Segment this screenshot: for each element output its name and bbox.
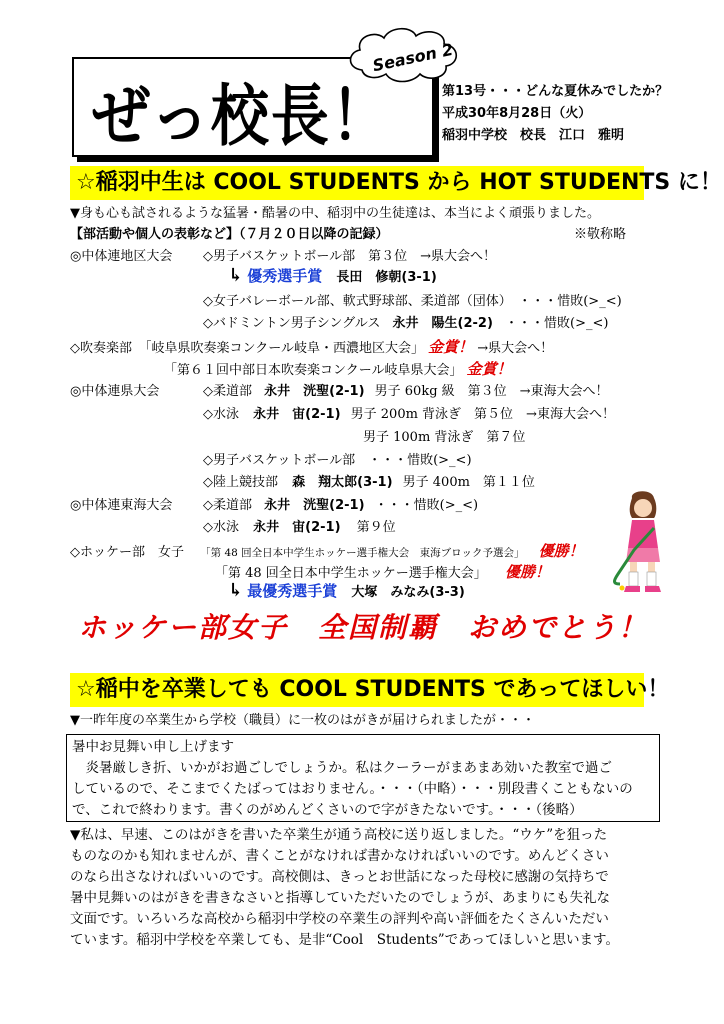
student-name: 永井 洸聖(2-1) [264, 384, 365, 399]
record-line-8 [203, 406, 615, 424]
record-text: ◇水泳 [203, 407, 239, 422]
record-line-9: 男子 100m 背泳ぎ 第７位 [363, 430, 526, 445]
record-text: 「第６１回中部日本吹奏楽コンクール岐阜県大会」 [164, 363, 463, 378]
body-line: のなら出さなければいいのです。高校側は、きっとお世話になった母校に感謝の気持ちで [70, 869, 609, 885]
hockey-player-icon [610, 488, 674, 600]
award-label: 金賞！ [428, 338, 474, 356]
record-line-3: ◇女子バレーボール部、軟式野球部、柔道部（団体） ・・・惜敗(>_<) [203, 294, 622, 309]
record-text: ◇吹奏楽部 「岐阜県吹奏楽コンクール岐阜・西濃地区大会」 [70, 341, 424, 356]
record-line-12 [70, 497, 172, 515]
record-text: ◇水泳 [203, 520, 239, 535]
postcard-line: 暑中お見舞い申し上げます [72, 739, 234, 755]
student-name: 永井 宙(2-1) [253, 520, 341, 535]
record-event: ◎中体連東海大会 [70, 498, 173, 513]
record-line-6 [164, 360, 512, 380]
records-heading [70, 226, 389, 244]
record-result: ・・・惜敗(>_<) [505, 316, 609, 331]
record-result: ・・・惜敗(>_<) [374, 498, 479, 513]
record-event: ◎中体連地区大会 [70, 249, 173, 264]
author-line: 稲羽中学校 校長 江口 雅明 [442, 128, 625, 143]
section2-intro: ▼一昨年度の卒業生から学校（職員）に一枚のはがきが届けられましたが・・・ [70, 713, 535, 728]
body-line: ています。稲羽中学校を卒業しても、是非“Cool Students”であってほしいと思います。 [70, 932, 619, 948]
record-line-16 [228, 582, 465, 602]
record-result: →県大会へ！ [477, 341, 554, 356]
record-line-7 [70, 383, 159, 401]
record-line-2 [228, 267, 437, 287]
record-result: 男子 200m 背泳ぎ 第５位 →東海大会へ！ [350, 407, 615, 422]
body-line: ▼私は、早速、このはがきを書いた卒業生が通う高校に送り返しました。“ウケ”を狙った [70, 827, 608, 843]
records-heading-text: 【部活動や個人の表彰など】（７月２０日以降の記録） [70, 227, 389, 242]
postcard-line: 炎暑厳しき折、いかがお過ごしでしょうか。私はクーラーがまあまあ効いた教室で過ご [72, 760, 612, 776]
honorific-note: ※敬称略 [574, 227, 627, 242]
record-line-12-detail [203, 497, 478, 515]
section1-banner: ☆稲羽中生は COOL STUDENTS から HOT STUDENTS に！ [70, 166, 644, 200]
student-name: 大塚 みなみ(3-3) [351, 585, 465, 600]
student-name: 永井 陽生(2-2) [392, 316, 493, 331]
record-line-11 [203, 474, 535, 492]
record-line-1 [70, 248, 172, 266]
record-line-14 [70, 542, 584, 562]
body-line: ものなのかも知れませんが、書くことがなければ書かなければいいのです。めんどくさい [70, 848, 609, 864]
record-text: ◇バドミントン男子シングルス [203, 316, 381, 331]
record-event: ◎中体連県大会 [70, 384, 160, 399]
body-line: 暑中見舞いのはがきを書きなさいと指導していただいたのでしょうが、あまりにも失礼な [70, 890, 610, 906]
record-event: ◇ホッケー部 女子 [70, 545, 184, 560]
record-result: 男子 400m 第１１位 [402, 475, 535, 490]
body-line: 文面です。いろいろな高校から稲羽中学校の卒業生の評判や高い評価をたくさんいただい [70, 911, 609, 927]
date-line: 平成30年8月28日（火） [442, 106, 592, 121]
award-label: 優秀選手賞 [247, 267, 323, 285]
award-label: 優勝！ [504, 563, 550, 581]
award-label: 最優秀選手賞 [247, 582, 338, 600]
record-line-4 [203, 315, 608, 333]
section2-banner: ☆稲中を卒業しても COOL STUDENTS であってほしい！ [70, 673, 644, 707]
record-line-10: ◇男子バスケットボール部 ・・・惜敗(>_<) [203, 453, 472, 468]
record-line-7-detail [203, 383, 609, 401]
award-label: 金賞！ [466, 360, 512, 378]
student-name: 森 翔太郎(3-1) [292, 475, 393, 490]
section1-intro: ▼身も心も試されるような猛暑・酷暑の中、稲羽中の生徒達は、本当によく頑張りました。 [70, 206, 600, 221]
postcard-line: で、これで終わります。書くのがめんどくさいので字がきたないです。・・・（後略） [72, 802, 583, 818]
issue-line: 第13号・・・どんな夏休みでしたか？ [442, 84, 669, 99]
record-text: 「第 48 回全日本中学生ホッケー選手権大会」 [215, 566, 487, 581]
section2-body [70, 825, 660, 951]
student-name: 永井 宙(2-1) [253, 407, 341, 422]
record-line-15 [215, 563, 550, 583]
postcard-text [72, 737, 656, 821]
student-name: 永井 洸聖(2-1) [264, 498, 365, 513]
record-line-13 [203, 519, 396, 537]
congratulations-headline: ホッケー部女子 全国制覇 おめでとう！ [78, 611, 649, 644]
record-line-5 [70, 338, 553, 358]
record-text: ◇陸上競技部 [203, 475, 278, 490]
student-name: 長田 修朝(3-1) [336, 270, 437, 285]
arrow-icon: ↳ [228, 265, 244, 286]
record-result: 男子 60kg 級 第３位 →東海大会へ！ [374, 384, 609, 399]
award-label: 優勝！ [538, 542, 584, 560]
record-line-1-detail: ◇男子バスケットボール部 第３位 →県大会へ！ [203, 249, 496, 264]
record-result: 第９位 [356, 520, 396, 535]
season-label: Season 2 [370, 39, 455, 76]
newsletter-title: ぜっ校長！ [92, 76, 391, 156]
record-text: 「第 48 回全日本中学生ホッケー選手権大会 東海ブロック予選会」 [200, 547, 525, 559]
arrow-icon: ↳ [228, 580, 244, 601]
record-text: ◇柔道部 [203, 384, 252, 399]
record-text: ◇柔道部 [203, 498, 252, 513]
postcard-line: しているので、そこまでくたばってはおりません。・・・（中略）・・・別段書くこともないの [72, 781, 633, 797]
